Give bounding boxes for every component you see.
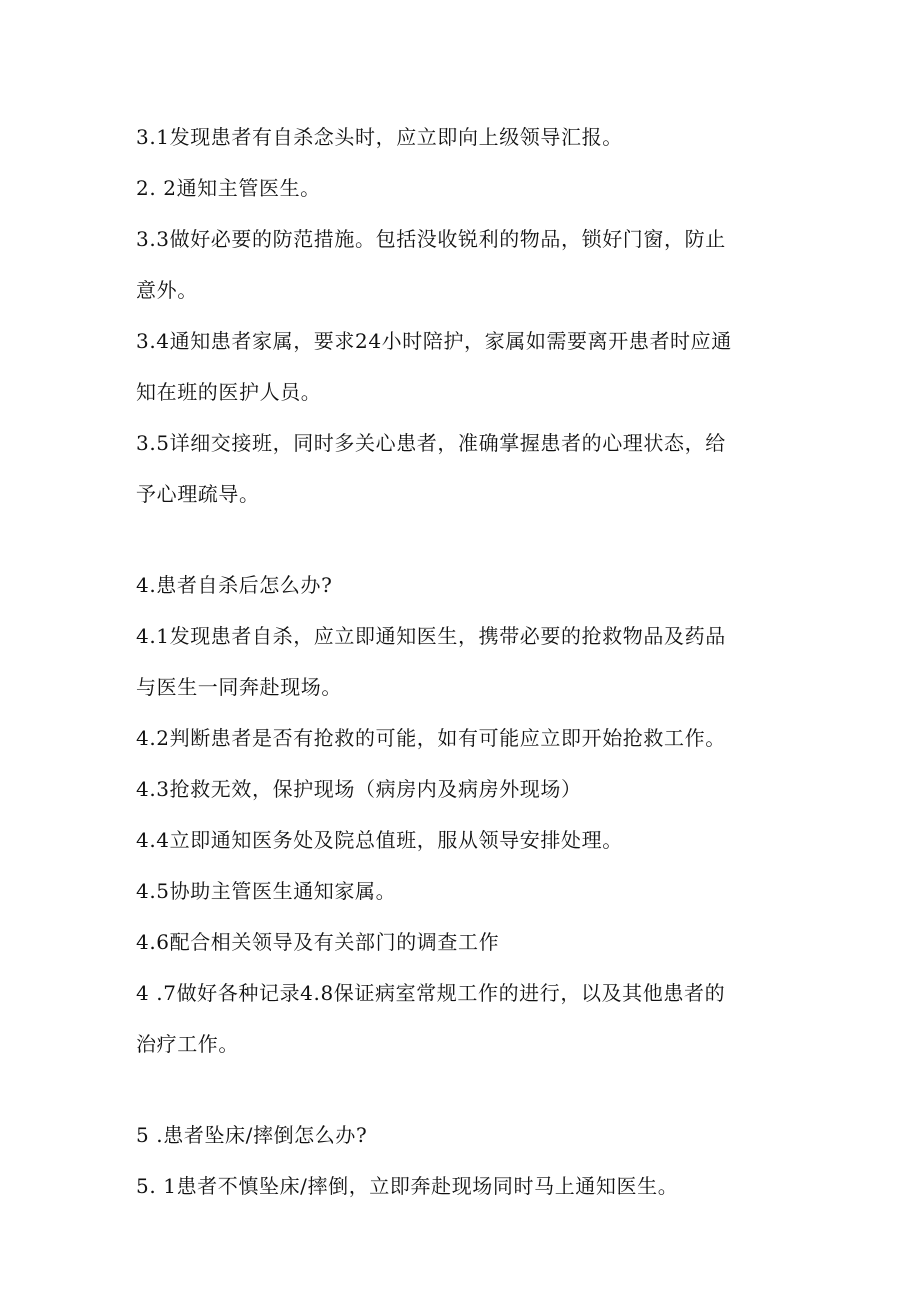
- paragraph-4-4: 4.4立即通知医务处及院总值班，服从领导安排处理。: [136, 828, 623, 852]
- paragraph-3-5-line-2: 予心理疏导。: [136, 482, 260, 506]
- paragraph-3-4-line-2: 知在班的医护人员。: [136, 380, 322, 404]
- paragraph-3-1: 3.1发现患者有自杀念头时，应立即向上级领导汇报。: [136, 125, 623, 149]
- paragraph-4-2: 4.2判断患者是否有抢救的可能，如有可能应立即开始抢救工作。: [136, 726, 726, 750]
- paragraph-3-2: 2. 2通知主管医生。: [136, 176, 321, 200]
- paragraph-4-5: 4.5协助主管医生通知家属。: [136, 879, 397, 903]
- paragraph-4-6: 4.6配合相关领导及有关部门的调查工作: [136, 930, 500, 954]
- section-4-heading: 4.患者自杀后怎么办?: [136, 573, 333, 597]
- paragraph-5-1: 5. 1患者不慎坠床/摔倒，立即奔赴现场同时马上通知医生。: [136, 1174, 679, 1198]
- paragraph-4-7-line-2: 治疗工作。: [136, 1032, 239, 1056]
- paragraph-4-1-line-1: 4.1发现患者自杀，应立即通知医生，携带必要的抢救物品及药品: [136, 624, 726, 648]
- paragraph-4-1-line-2: 与医生一同奔赴现场。: [136, 675, 342, 699]
- paragraph-3-5-line-1: 3.5详细交接班，同时多关心患者，准确掌握患者的心理状态，给: [136, 431, 726, 455]
- paragraph-4-7-line-1: 4 .7做好各种记录4.8保证病室常规工作的进行，以及其他患者的: [136, 981, 726, 1005]
- paragraph-3-4-line-1: 3.4通知患者家属，要求24小时陪护，家属如需要离开患者时应通: [136, 329, 732, 353]
- paragraph-4-3: 4.3抢救无效，保护现场（病房内及病房外现场）: [136, 777, 582, 801]
- section-5-heading: 5 .患者坠床/摔倒怎么办?: [136, 1123, 368, 1147]
- document-body: [136, 112, 796, 1212]
- paragraph-3-3-line-2: 意外。: [136, 278, 198, 302]
- section-spacer: [136, 1070, 796, 1110]
- paragraph-3-3-line-1: 3.3做好必要的防范措施。包括没收锐利的物品，锁好门窗，防止: [136, 227, 726, 251]
- section-spacer: [136, 520, 796, 560]
